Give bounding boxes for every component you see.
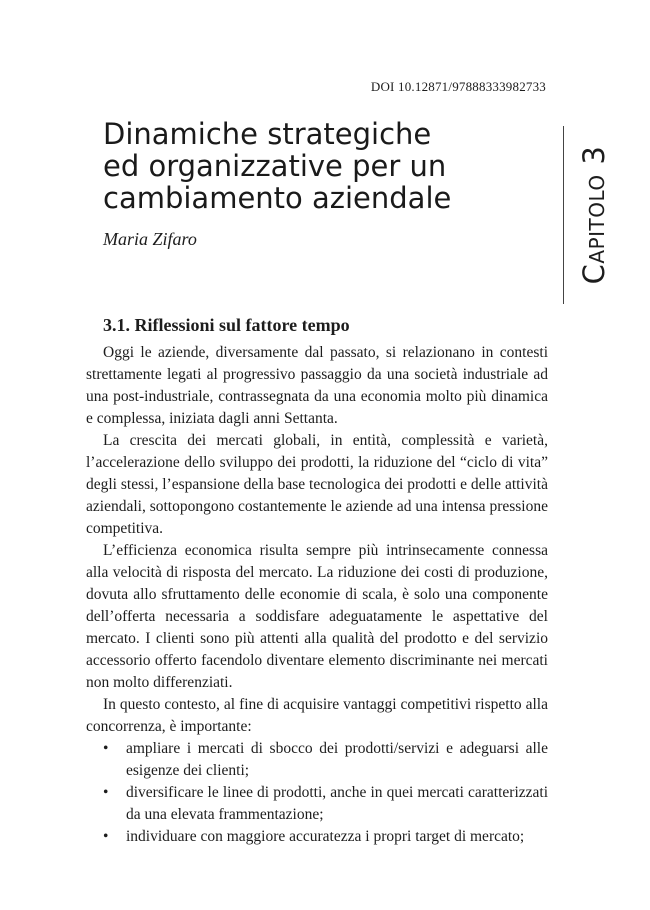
list-item [86,826,548,848]
chapter-title-line: cambiamento aziendale [103,181,452,215]
chapter-number-tab [574,126,614,304]
bullet-marker: • [103,828,109,845]
bullet-marker: • [103,784,109,801]
chapter-title [103,118,523,214]
body-paragraph: La crescita dei mercati globali, in entità, complessità e varietà, l’accelerazione dello sviluppo dei prodotti, la riduzione del “ciclo di vita” degli stessi, l’espansione della base tecnologica dei prodotti e delle attività aziendali, sottopongono costantemente le aziende ad una intensa pressione competitiva. [86,432,548,537]
doi-identifier: DOI 10.12871/97888333982733 [370,79,546,94]
list-item-text: individuare con maggiore accuratezza i propri target di mercato; [126,828,525,845]
body-paragraph: In questo contesto, al fine di acquisire vantaggi competitivi rispetto alla concorrenza, è importante: [86,696,548,735]
bullet-list [86,738,548,848]
author-name: Maria Zifaro [103,229,197,249]
bullet-marker: • [103,740,109,757]
section-heading: 3.1. Riflessioni sul fattore tempo [103,315,350,335]
chapter-divider-rule [563,126,564,304]
body-paragraph: L’efficienza economica risulta sempre più intrinsecamente connessa alla velocità di risposta del mercato. La riduzione dei costi di produzione, dovuta allo sfruttamento delle economie di scala, è solo una componente dell’offerta necessaria a soddisfare adeguatamente le aspettative del mercato. I clienti sono più attenti alla qualità del prodotto e del servizio accessorio offerto facendolo diventare elemento discriminante nei mercati non molto differenziati. [86,542,548,691]
list-item-text: diversificare le linee di prodotti, anche in quei mercati caratterizzati da una elevata frammentazione; [126,784,548,823]
list-item [86,738,548,782]
chapter-title-line: ed organizzative per un [103,149,447,183]
chapter-label: Capitolo 3 [577,145,611,285]
list-item-text: ampliare i mercati di sbocco dei prodotti/servizi e adeguarsi alle esigenze dei clienti; [126,740,548,779]
chapter-title-line: Dinamiche strategiche [103,117,432,151]
body-paragraph: Oggi le aziende, diversamente dal passato, si relazionano in contesti strettamente legati al progressivo passaggio da una società industriale ad una post-industriale, contrassegnata da una economia molto più dinamica e complessa, iniziata dagli anni Settanta. [86,344,548,427]
body-text [86,342,548,848]
list-item [86,782,548,826]
